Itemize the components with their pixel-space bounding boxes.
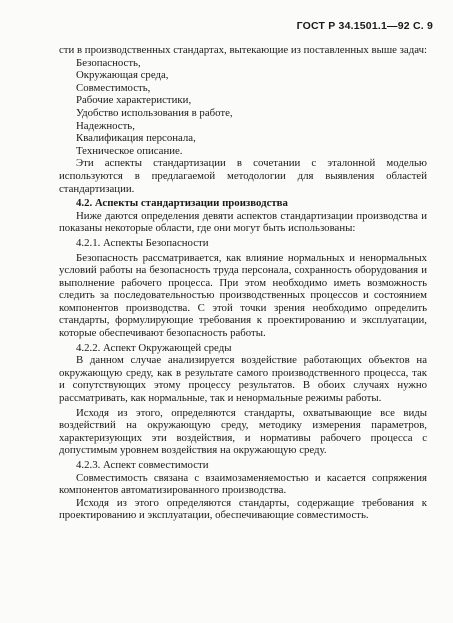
page-header: ГОСТ Р 34.1501.1—92 С. 9: [296, 20, 433, 32]
document-body: [59, 44, 427, 522]
task-item: Удобство использования в работе,: [76, 106, 233, 119]
subsection-heading-4-2-3: 4.2.3. Аспект совместимости: [76, 459, 209, 471]
task-item: Окружающая среда,: [76, 69, 169, 82]
subsection-4-2-1-text: Безопасность рассматривается, как влияние нормальных и ненормальных условий работы на безопасность труда персонала, сохранность оборудования и выполнение рабочего процесса. При этом необходимо иметь возможность следить за последовательностью производственных процессов и состоянием компонентов производства. С этой точки зрения необходимо определить стандарты, формулирующие требования к проектированию и эксплуатации, которые обеспечивают безопасность работы.: [59, 251, 427, 340]
task-item: Надежность,: [76, 119, 135, 132]
task-item: Совместимость,: [76, 81, 151, 94]
subsection-heading-4-2-1: 4.2.1. Аспекты Безопасности: [76, 236, 209, 249]
subsection-4-2-2-text-2: Исходя из этого, определяются стандарты, охватывающие все виды воздействий на окружающую среду, методику измерения параметров, характеризующих эти воздействия, и нормативы рабочего процесса с допустимым уровнем воздействия на окружающую среду.: [59, 406, 427, 457]
intro-paragraph: сти в производственных стандартах, вытекающие из поставленных выше задач:: [59, 44, 427, 56]
aspects-paragraph: Эти аспекты стандартизации в сочетании с эталонной моделью используются в предлагаемой методологии для выявления областей стандартизации.: [59, 157, 427, 195]
subsection-4-2-3-text-2: Исходя из этого определяются стандарты, содержащие требования к проектированию и эксплуатации, обеспечивающие совместимость.: [59, 496, 427, 522]
task-item: Безопасность,: [76, 56, 141, 69]
task-item: Рабочие характеристики,: [76, 94, 192, 107]
subsection-4-2-2-text-1: В данном случае анализируется воздействие работающих объектов на окружающую среду, как в результате самого производственного процесса, так и сопутствующих этому процессу результатов. В обоих случаях нужно рассматривать, как нормальные, так и ненормальные режимы работы.: [59, 354, 427, 405]
section-4-2-intro: Ниже даются определения девяти аспектов стандартизации производства и показаны некоторые области, где они могут быть использованы:: [59, 209, 427, 235]
section-heading-4-2: 4.2. Аспекты стандартизации производства: [76, 197, 288, 210]
task-item: Техническое описание.: [76, 144, 183, 157]
subsection-heading-4-2-2: 4.2.2. Аспект Окружающей среды: [76, 341, 232, 354]
subsection-4-2-3-text-1: Совместимость связана с взаимозаменяемостью и касается сопряжения компонентов автоматизированного производства.: [59, 471, 427, 497]
task-item: Квалификация персонала,: [76, 132, 196, 145]
